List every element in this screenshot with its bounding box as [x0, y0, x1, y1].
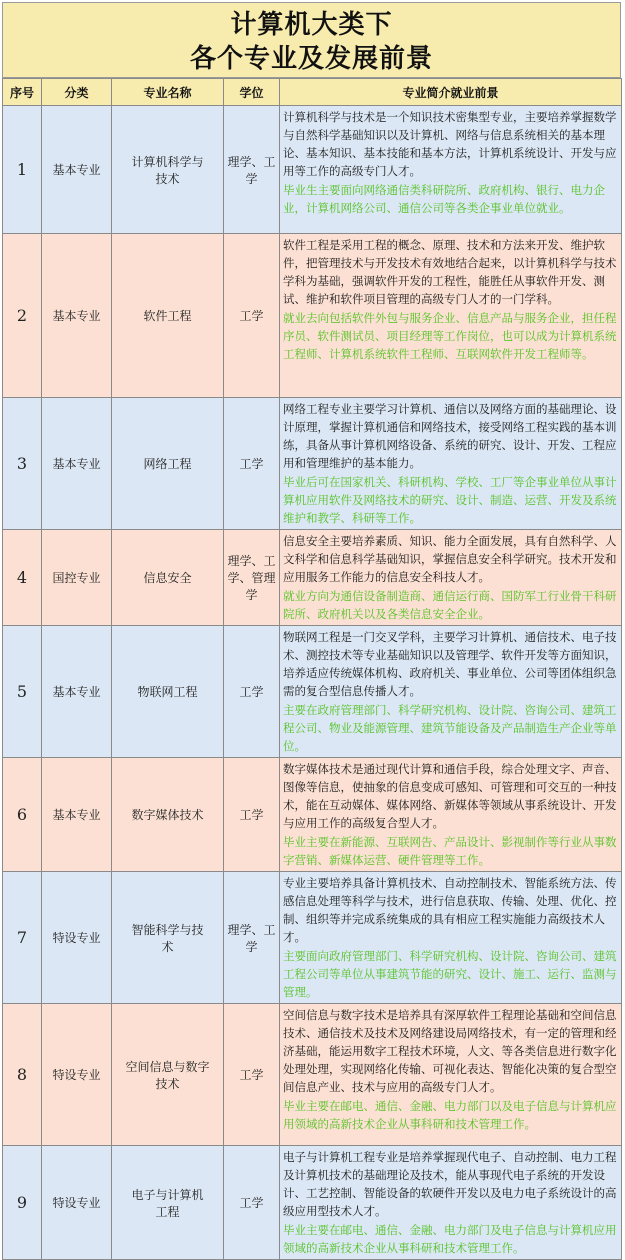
row-category: 国控专业: [42, 530, 112, 626]
header-no: 序号: [3, 79, 42, 106]
title-line-1: 计算机大类下: [230, 10, 393, 40]
row-number: 6: [3, 758, 42, 872]
header-intro: 专业简介就业前景: [280, 79, 622, 106]
row-description: [280, 1004, 622, 1146]
row-description: [280, 398, 622, 530]
row-major: 物联网工程: [112, 626, 224, 758]
header-category: 分类: [42, 79, 112, 106]
row-major: 信息安全: [112, 530, 224, 626]
row-description: [280, 234, 622, 398]
table-row: [3, 1146, 622, 1260]
row-jobs: 毕业后可在国家机关、科研机构、学校、工厂等企事业单位从事计算机应用软件及网络技术的研究、设计、制造、运营、开发及系统维护和教学、科研等工作。: [283, 475, 617, 525]
row-degree: 理学、工学: [224, 872, 280, 1004]
page-title: [2, 2, 621, 78]
row-intro: 网络工程专业主要学习计算机、通信以及网络方面的基础理论、设计原理，掌握计算机通信和网络技术，接受网络工程实践的基本训练，具备从事计算机网络设备、系统的研究、设计、开发、工程应用和管理维护的基本能力。: [283, 402, 617, 470]
row-degree: 理学、工学、管理学: [224, 530, 280, 626]
row-major: 电子与计算机工程: [112, 1146, 224, 1260]
row-number: 7: [3, 872, 42, 1004]
row-major: 软件工程: [112, 234, 224, 398]
table-header-row: [3, 79, 622, 106]
table-row: [3, 234, 622, 398]
row-jobs: 毕业生主要面向网络通信类科研院所、政府机构、银行、电力企业，计算机网络公司、通信公司等各类企事业单位就业。: [283, 183, 605, 215]
table-row: [3, 758, 622, 872]
row-intro: 电子与计算机工程专业是培养掌握现代电子、自动控制、电力工程及计算机技术的基础理论及技术，能从事现代电子系统的开发设计、工艺控制、智能设备的软硬件开发以及电力电子系统设计的高级应用型技术人才。: [283, 1150, 617, 1218]
row-number: 5: [3, 626, 42, 758]
table-row: [3, 106, 622, 234]
row-jobs: 主要在政府管理部门、科学研究机构、设计院、咨询公司、建筑工程公司、物业及能源管理、建筑节能设备及产品制造生产企业等单位。: [283, 703, 617, 753]
row-degree: 工学: [224, 626, 280, 758]
row-description: [280, 626, 622, 758]
row-intro: 空间信息与数字技术是培养具有深厚软件工程理论基础和空间信息技术、通信技术及技术及网络建设局网络技术，有一定的管理和经济基础，能运用数字工程技术环境，人文、等各类信息进行数字化处理处理，实现网络化传输、可视化表达、智能化决策的复合型空间信息产业、技术与应用的高级专门人才。: [283, 1008, 617, 1094]
row-category: 基本专业: [42, 234, 112, 398]
row-intro: 物联网工程是一门交叉学科，主要学习计算机、通信技术、电子技术、测控技术等专业基础知识以及管理学、软件开发等方面知识，培养适应传统媒体机构、政府机关、事业单位、公司等团体组织急需的复合型信息传播人才。: [283, 630, 617, 698]
row-intro: 软件工程是采用工程的概念、原理、技术和方法来开发、维护软件，把管理技术与开发技术有效地结合起来，以计算机科学与技术学科为基础，强调软件开发的工程性，能胜任从事软件开发、测试、维护和软件项目管理的高级专门人才的一门学科。: [283, 238, 617, 306]
row-intro: 计算机科学与技术是一个知识技术密集型专业，主要培养掌握数学与自然科学基础知识以及计算机、网络与信息系统相关的基本理论、基本知识、基本技能和基本方法，计算机系统设计、开发与应用等工作的高级专门人才。: [283, 110, 617, 178]
row-description: [280, 872, 622, 1004]
row-jobs: 毕业主要在新能源、互联网告、产品设计、影视制作等行业从事数字营销、新媒体运营、硬件管理等工作。: [283, 835, 617, 867]
row-degree: 工学: [224, 398, 280, 530]
row-category: 基本专业: [42, 106, 112, 234]
row-degree: 理学、工学: [224, 106, 280, 234]
row-number: 2: [3, 234, 42, 398]
row-description: [280, 530, 622, 626]
title-line-2: 各个专业及发展前景: [189, 44, 433, 74]
header-degree: 学位: [224, 79, 280, 106]
table-row: [3, 530, 622, 626]
row-intro: 信息安全主要培养素质、知识、能力全面发展，具有自然科学、人文科学和信息科学基础知识，掌握信息安全科学研究。技术开发和应用服务工作能力的信息安全科技人才。: [283, 534, 617, 584]
table-row: [3, 626, 622, 758]
row-degree: 工学: [224, 1004, 280, 1146]
row-category: 基本专业: [42, 626, 112, 758]
row-intro: 数字媒体技术是通过现代计算和通信手段，综合处理文字、声音、图像等信息，使抽象的信息变成可感知、可管理和可交互的一种技术，能在互动媒体、媒体网络、新媒体等领域从事系统设计、开发与应用工作的高级复合型人才。: [283, 762, 617, 830]
row-category: 特设专业: [42, 872, 112, 1004]
row-number: 3: [3, 398, 42, 530]
row-jobs: 毕业主要在邮电、通信、金融、电力部门以及电子信息与计算机应用领域的高新技术企业从事科研和技术管理工作。: [283, 1099, 617, 1131]
row-major: 智能科学与技术: [112, 872, 224, 1004]
row-jobs: 毕业主要在邮电、通信、金融、电力部门及电子信息与计算机应用领域的高新技术企业从事科研和技术管理工作。: [283, 1223, 617, 1255]
table-row: [3, 1004, 622, 1146]
row-major: 计算机科学与技术: [112, 106, 224, 234]
row-major: 空间信息与数字技术: [112, 1004, 224, 1146]
row-category: 特设专业: [42, 1146, 112, 1260]
row-number: 4: [3, 530, 42, 626]
row-category: 特设专业: [42, 1004, 112, 1146]
row-jobs: 主要面向政府管理部门、科学研究机构、设计院、咨询公司、建筑工程公司等单位从事建筑节能的研究、设计、施工、运行、监测与管理。: [283, 949, 617, 999]
row-description: [280, 758, 622, 872]
row-major: 数字媒体技术: [112, 758, 224, 872]
row-category: 基本专业: [42, 398, 112, 530]
row-category: 基本专业: [42, 758, 112, 872]
row-description: [280, 106, 622, 234]
row-degree: 工学: [224, 1146, 280, 1260]
row-description: [280, 1146, 622, 1260]
row-intro: 专业主要培养具备计算机技术、自动控制技术、智能系统方法、传感信息处理等科学与技术，进行信息获取、传输、处理、优化、控制、组织等并完成系统集成的具有相应工程实施能力高级技术人才。: [283, 876, 617, 944]
table-row: [3, 872, 622, 1004]
row-major: 网络工程: [112, 398, 224, 530]
row-degree: 工学: [224, 758, 280, 872]
row-jobs: 就业方向为通信设备制造商、通信运行商、国防军工行业骨干科研院所、政府机关以及各类信息安全企业。: [283, 589, 617, 621]
table-row: [3, 398, 622, 530]
row-number: 9: [3, 1146, 42, 1260]
row-number: 1: [3, 106, 42, 234]
row-number: 8: [3, 1004, 42, 1146]
row-jobs: 就业去向包括软件外包与服务企业、信息产品与服务企业，担任程序员、软件测试员、项目经理等工作岗位，也可以成为计算机系统工程师、计算机系统软件工程师、互联网软件开发工程师等。: [283, 311, 617, 361]
row-degree: 工学: [224, 234, 280, 398]
header-major: 专业名称: [112, 79, 224, 106]
majors-table: [2, 78, 622, 1260]
